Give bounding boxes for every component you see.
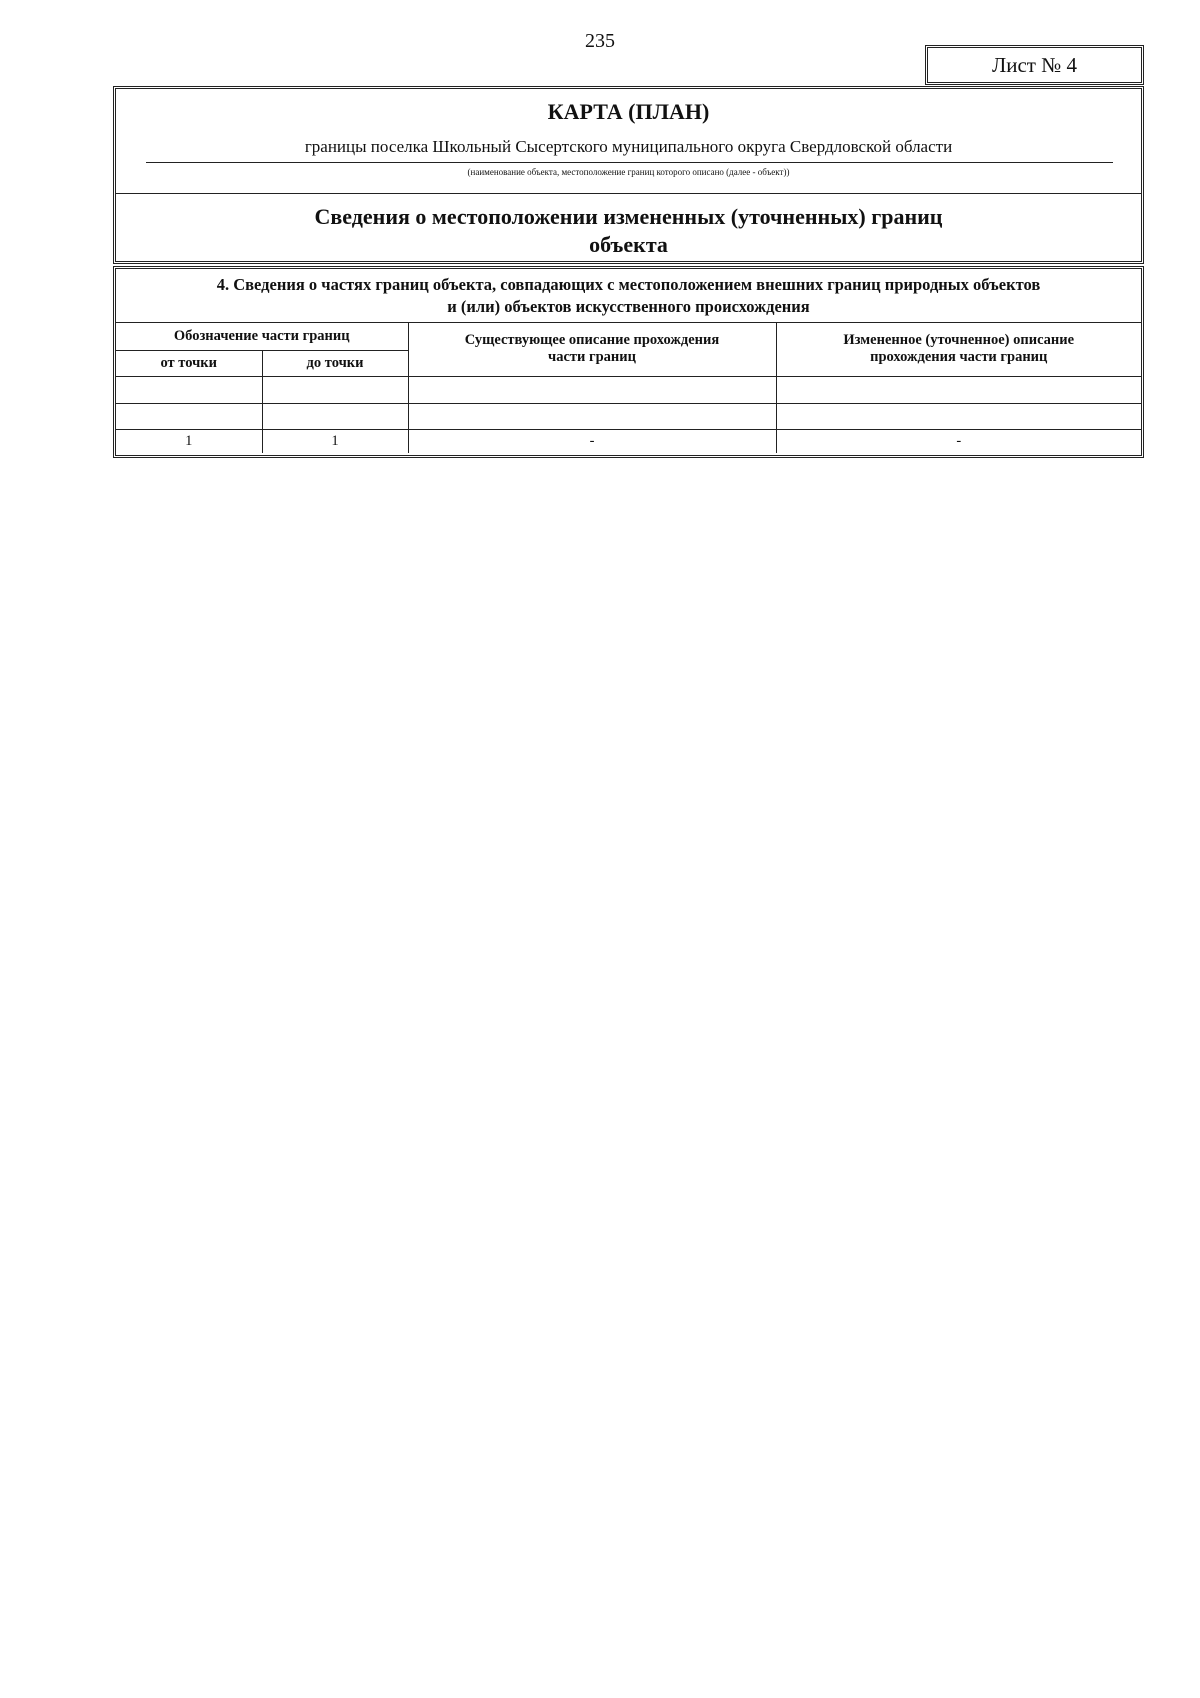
section4-heading	[116, 269, 1141, 323]
info-title-line2: объекта	[589, 232, 668, 257]
header-changed-description	[776, 323, 1141, 376]
table-row	[116, 429, 1141, 453]
cell-existing-description	[408, 376, 776, 403]
header-existing-description	[408, 323, 776, 376]
cell-changed-description	[776, 403, 1141, 429]
info-title-line1: Сведения о местоположении измененных (уточненных) границ	[314, 204, 943, 229]
object-name: границы поселка Школьный Сысертского муниципального округа Свердловской области	[304, 137, 953, 156]
table-row	[116, 403, 1141, 429]
cell-existing-description: -	[408, 429, 776, 453]
header-to-point: до точки	[262, 350, 408, 376]
cell-from-point	[116, 403, 262, 429]
map-title: КАРТА (ПЛАН)	[547, 99, 710, 124]
map-header-block	[113, 86, 1144, 264]
header-designation: Обозначение части границ	[116, 323, 408, 350]
page-number: 235	[585, 30, 615, 52]
section4-heading-line1: 4. Сведения о частях границ объекта, совпадающих с местоположением внешних границ природных объектов	[216, 275, 1041, 294]
cell-from-point	[116, 376, 262, 403]
section4-block	[113, 266, 1144, 458]
cell-from-point: 1	[116, 429, 262, 453]
header-existing-line1: Существующее описание прохождения	[464, 332, 720, 349]
cell-changed-description	[776, 376, 1141, 403]
header-changed-line1: Измененное (уточненное) описание	[843, 332, 1075, 349]
info-title	[116, 203, 1141, 259]
cell-to-point: 1	[262, 429, 408, 453]
object-name-caption: (наименование объекта, местоположение границ которого описано (далее - объект))	[467, 167, 790, 177]
cell-to-point	[262, 376, 408, 403]
header-divider	[116, 193, 1141, 194]
cell-to-point	[262, 403, 408, 429]
sheet-number-box: Лист № 4	[925, 45, 1144, 85]
object-name-underline	[146, 162, 1113, 163]
header-existing-line2: части границ	[548, 349, 636, 366]
cell-existing-description	[408, 403, 776, 429]
cell-changed-description: -	[776, 429, 1141, 453]
header-changed-line2: прохождения части границ	[870, 349, 1048, 366]
section4-heading-line2: и (или) объектов искусственного происхождения	[447, 297, 810, 316]
header-from-point: от точки	[116, 350, 262, 376]
table-row	[116, 376, 1141, 403]
boundary-parts-table	[116, 323, 1141, 453]
